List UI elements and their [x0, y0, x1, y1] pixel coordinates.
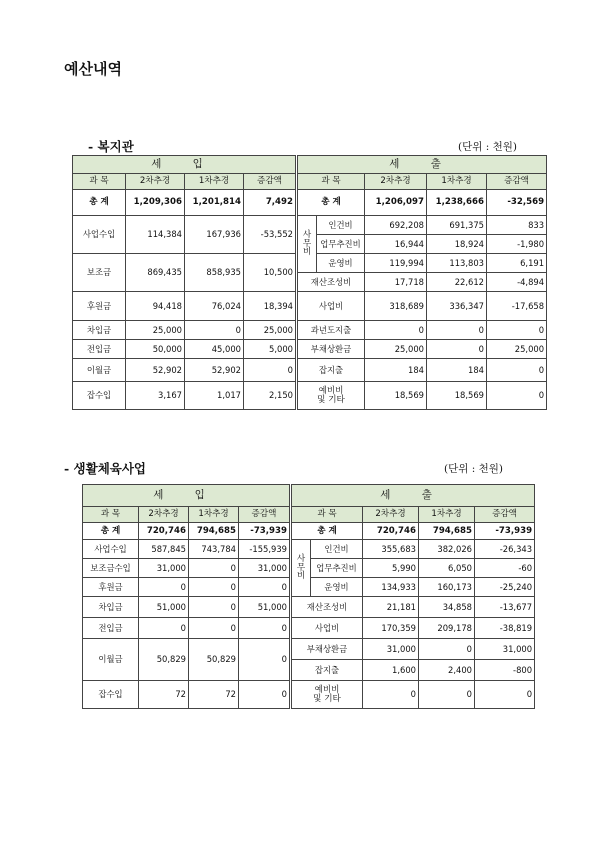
col-second: 2차추경: [363, 507, 419, 523]
cell: 0: [487, 382, 547, 410]
cell: 2,150: [244, 382, 297, 410]
cell: 34,858: [419, 597, 475, 618]
income-label: 차입금: [73, 321, 126, 340]
budget-table-welfare: [72, 155, 547, 410]
label-line: 및 기타: [313, 693, 341, 704]
col-first: 1차추경: [419, 507, 475, 523]
cell: -26,343: [475, 540, 535, 559]
income-label: 잡수입: [83, 681, 139, 709]
cell: 119,994: [365, 254, 427, 273]
cell: 0: [487, 321, 547, 340]
income-label: 사업수입: [83, 540, 139, 559]
cell: 0: [419, 681, 475, 709]
cell: 50,829: [189, 639, 239, 681]
col-diff: 증감액: [239, 507, 291, 523]
cell: 6,050: [419, 559, 475, 578]
table-row: [73, 216, 547, 235]
cell: 52,902: [185, 359, 244, 382]
cell: 0: [244, 359, 297, 382]
cell: 0: [419, 639, 475, 660]
expense-group-label: [291, 540, 311, 597]
cell: 184: [427, 359, 487, 382]
cell: -32,569: [487, 190, 547, 216]
cell: 0: [189, 618, 239, 639]
cell: 21,181: [363, 597, 419, 618]
cell: 50,829: [139, 639, 189, 681]
table-row: [73, 292, 547, 313]
cell: -13,677: [475, 597, 535, 618]
expense-header: 세 출: [291, 485, 535, 507]
cell: 0: [189, 559, 239, 578]
cell: -73,939: [239, 523, 291, 540]
cell: 0: [189, 578, 239, 597]
cell: 160,173: [419, 578, 475, 597]
cell: 0: [363, 681, 419, 709]
cell: 31,000: [139, 559, 189, 578]
cell: 794,685: [189, 523, 239, 540]
cell: 31,000: [475, 639, 535, 660]
cell: 170,359: [363, 618, 419, 639]
cell: 318,689: [365, 292, 427, 321]
table-row: [83, 618, 535, 639]
expense-label: 운영비: [317, 254, 365, 273]
table-row: [83, 639, 535, 660]
col-diff: 증감액: [475, 507, 535, 523]
cell: 720,746: [363, 523, 419, 540]
income-label: 차입금: [83, 597, 139, 618]
income-label: 이월금: [83, 639, 139, 681]
total-label: 총 계: [83, 523, 139, 540]
expense-label: 잡지출: [297, 359, 365, 382]
table-row: [83, 597, 535, 618]
cell: 0: [487, 359, 547, 382]
table-row: [83, 681, 535, 709]
col-second: 2차추경: [139, 507, 189, 523]
income-label: 잡수입: [73, 382, 126, 410]
cell: 355,683: [363, 540, 419, 559]
col-item: 과 목: [297, 174, 365, 190]
cell: 5,990: [363, 559, 419, 578]
expense-label: 사업비: [297, 292, 365, 321]
expense-label: 재산조성비: [297, 273, 365, 292]
cell: 336,347: [427, 292, 487, 321]
cell: 114,384: [126, 216, 185, 254]
table-row: [73, 359, 547, 382]
cell: 134,933: [363, 578, 419, 597]
cell: 50,000: [126, 340, 185, 359]
cell: -4,894: [487, 273, 547, 292]
col-second: 2차추경: [126, 174, 185, 190]
expense-label: 운영비: [311, 578, 363, 597]
cell: -800: [475, 660, 535, 681]
group-char: 비: [302, 247, 312, 258]
budget-table-sports: [82, 484, 535, 709]
table-row: [73, 382, 547, 410]
cell: 45,000: [185, 340, 244, 359]
cell: 0: [427, 321, 487, 340]
col-second: 2차추경: [365, 174, 427, 190]
cell: 113,803: [427, 254, 487, 273]
label-line: 예비비: [318, 385, 344, 396]
total-label: 총 계: [291, 523, 363, 540]
cell: 18,569: [427, 382, 487, 410]
cell: 209,178: [419, 618, 475, 639]
group-char: 사: [302, 230, 312, 241]
cell: 0: [427, 340, 487, 359]
income-label: 전입금: [73, 340, 126, 359]
cell: 0: [475, 681, 535, 709]
income-label: 전입금: [83, 618, 139, 639]
cell: 72: [189, 681, 239, 709]
cell: 587,845: [139, 540, 189, 559]
cell: 0: [239, 639, 291, 681]
col-item: 과 목: [291, 507, 363, 523]
cell: 167,936: [185, 216, 244, 254]
col-first: 1차추경: [185, 174, 244, 190]
table-row: [73, 340, 547, 359]
cell: -155,939: [239, 540, 291, 559]
expense-label: 부채상환금: [291, 639, 363, 660]
label-line: 및 기타: [317, 394, 345, 405]
cell: 18,924: [427, 235, 487, 254]
cell: -73,939: [475, 523, 535, 540]
section-title-welfare: - 복지관: [88, 139, 134, 154]
cell: -17,658: [487, 292, 547, 321]
expense-label: 인건비: [317, 216, 365, 235]
cell: 94,418: [126, 292, 185, 321]
cell: 31,000: [363, 639, 419, 660]
cell: 0: [185, 321, 244, 340]
cell: 0: [189, 597, 239, 618]
cell: 382,026: [419, 540, 475, 559]
cell: 0: [139, 618, 189, 639]
expense-label: [291, 681, 363, 709]
cell: -53,552: [244, 216, 297, 254]
cell: 7,492: [244, 190, 297, 216]
cell: 0: [239, 681, 291, 709]
income-label: 후원금: [73, 292, 126, 321]
cell: -60: [475, 559, 535, 578]
table-header-row: [83, 485, 535, 507]
cell: 0: [139, 578, 189, 597]
expense-label: 사업비: [291, 618, 363, 639]
cell: 184: [365, 359, 427, 382]
cell: 858,935: [185, 254, 244, 292]
income-label: 사업수입: [73, 216, 126, 254]
group-char: 무: [296, 562, 306, 573]
cell: 25,000: [487, 340, 547, 359]
expense-label: 업무추진비: [317, 235, 365, 254]
section-title-sports: - 생활체육사업: [64, 461, 146, 476]
cell: 31,000: [239, 559, 291, 578]
cell: 1,017: [185, 382, 244, 410]
label-line: 예비비: [314, 684, 340, 695]
cell: 1,209,306: [126, 190, 185, 216]
expense-label: 인건비: [311, 540, 363, 559]
cell: 18,394: [244, 292, 297, 321]
col-first: 1차추경: [427, 174, 487, 190]
cell: 691,375: [427, 216, 487, 235]
income-header: 세 입: [73, 156, 297, 174]
cell: 16,944: [365, 235, 427, 254]
expense-label: 업무추진비: [311, 559, 363, 578]
cell: 3,167: [126, 382, 185, 410]
cell: 1,238,666: [427, 190, 487, 216]
column-header-row: [73, 174, 547, 190]
expense-label: 과년도지출: [297, 321, 365, 340]
group-char: 무: [302, 238, 312, 249]
unit-label-sports: (단위 : 천원): [444, 463, 503, 475]
table-row: [73, 321, 547, 340]
cell: 794,685: [419, 523, 475, 540]
cell: 10,500: [244, 254, 297, 292]
expense-group-label: [297, 216, 317, 273]
cell: 0: [365, 321, 427, 340]
cell: 1,600: [363, 660, 419, 681]
col-item: 과 목: [83, 507, 139, 523]
col-diff: 증감액: [244, 174, 297, 190]
column-header-row: [83, 507, 535, 523]
total-row: [83, 523, 535, 540]
expense-label: 잡지출: [291, 660, 363, 681]
income-header: 세 입: [83, 485, 291, 507]
unit-label-welfare: (단위 : 천원): [458, 141, 517, 153]
cell: 22,612: [427, 273, 487, 292]
cell: 51,000: [139, 597, 189, 618]
cell: 25,000: [126, 321, 185, 340]
cell: 6,191: [487, 254, 547, 273]
cell: 2,400: [419, 660, 475, 681]
col-first: 1차추경: [189, 507, 239, 523]
cell: 0: [239, 578, 291, 597]
cell: 743,784: [189, 540, 239, 559]
cell: -1,980: [487, 235, 547, 254]
income-label: 보조금수입: [83, 559, 139, 578]
income-label: 보조금: [73, 254, 126, 292]
cell: 833: [487, 216, 547, 235]
cell: 5,000: [244, 340, 297, 359]
group-char: 비: [296, 571, 306, 582]
page-title: 예산내역: [64, 60, 122, 78]
cell: 720,746: [139, 523, 189, 540]
total-row: [73, 190, 547, 216]
table-header-row: [73, 156, 547, 174]
total-label: 총 계: [73, 190, 126, 216]
cell: 25,000: [365, 340, 427, 359]
expense-label: 부채상환금: [297, 340, 365, 359]
table-row: [83, 540, 535, 559]
cell: 25,000: [244, 321, 297, 340]
col-item: 과 목: [73, 174, 126, 190]
total-label: 총 계: [297, 190, 365, 216]
cell: 692,208: [365, 216, 427, 235]
income-label: 후원금: [83, 578, 139, 597]
cell: 52,902: [126, 359, 185, 382]
cell: 0: [239, 618, 291, 639]
cell: 51,000: [239, 597, 291, 618]
cell: 72: [139, 681, 189, 709]
cell: 869,435: [126, 254, 185, 292]
cell: -38,819: [475, 618, 535, 639]
cell: 17,718: [365, 273, 427, 292]
col-diff: 증감액: [487, 174, 547, 190]
expense-label: 재산조성비: [291, 597, 363, 618]
cell: 1,206,097: [365, 190, 427, 216]
cell: 18,569: [365, 382, 427, 410]
expense-label: [297, 382, 365, 410]
expense-header: 세 출: [297, 156, 547, 174]
cell: -25,240: [475, 578, 535, 597]
cell: 76,024: [185, 292, 244, 321]
income-label: 이월금: [73, 359, 126, 382]
group-char: 사: [296, 554, 306, 565]
cell: 1,201,814: [185, 190, 244, 216]
